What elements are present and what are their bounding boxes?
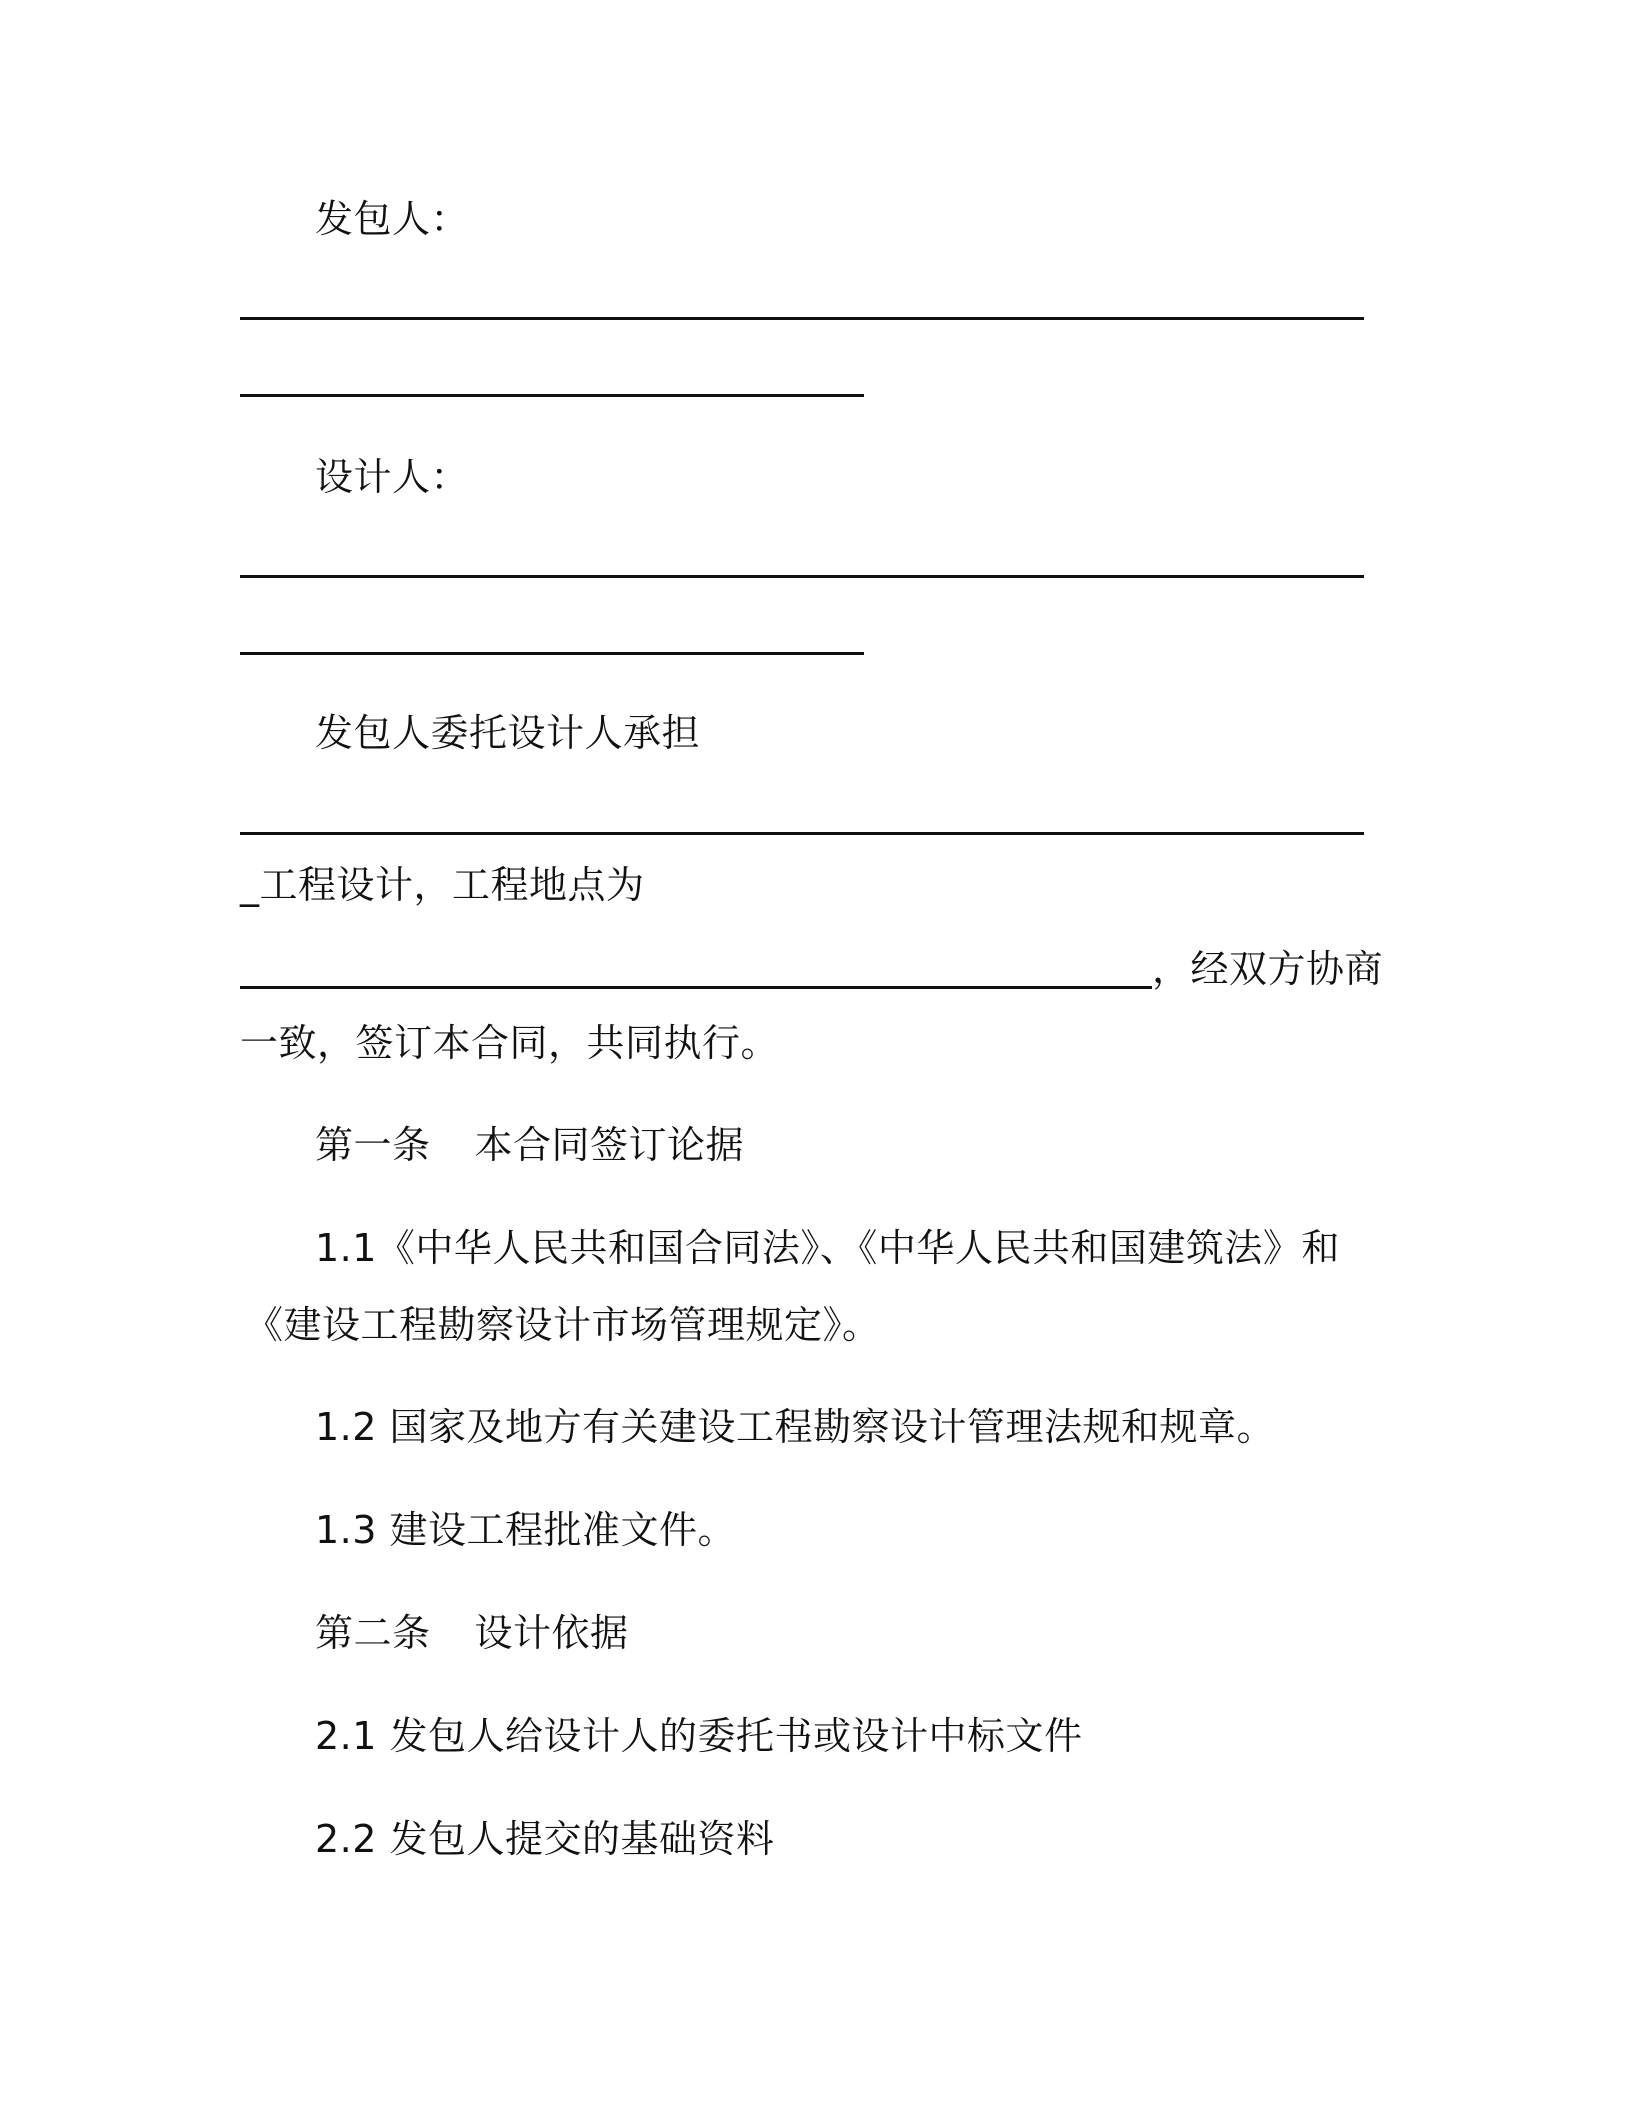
article-1-item-1-3: 1.3 建设工程批准文件。 [315,1508,737,1552]
designer-blank-line-2[interactable] [240,652,864,655]
employer-label: 发包人： [315,197,470,241]
employer-blank-line-2[interactable] [240,394,864,397]
article-2-title: 设计依据 [474,1611,629,1655]
article-2-heading [315,1608,629,1658]
article-2-item-2-1: 2.1 发包人给设计人的委托书或设计中标文件 [315,1714,1083,1758]
article-2-item-2-2: 2.2 发包人提交的基础资料 [315,1817,775,1861]
article-1-heading [315,1120,744,1170]
article-1-title: 本合同签订论据 [474,1123,745,1167]
designer-label: 设计人： [315,455,470,499]
agreement-text: 一致，签订本合同，共同执行。 [240,1021,780,1065]
commission-sentence: 发包人委托设计人承担 [315,711,701,755]
article-1-number: 第一条 [315,1123,431,1167]
article-1-item-1-1: 1.1《中华人民共和国合同法》、《中华人民共和国建筑法》和 [315,1226,1340,1270]
article-1-item-1-2: 1.2 国家及地方有关建设工程勘察设计管理法规和规章。 [315,1405,1276,1449]
negotiation-text: ，经双方协商 [1152,947,1384,991]
project-name-blank-line[interactable] [240,832,1364,835]
project-design-text: _工程设计，工程地点为 [240,863,645,907]
employer-blank-line-1[interactable] [240,317,1364,320]
article-2-number: 第二条 [315,1611,431,1655]
article-1-item-1-1-cont: 《建设工程勘察设计市场管理规定》。 [245,1303,881,1347]
project-location-blank-line[interactable] [240,986,1152,989]
designer-blank-line-1[interactable] [240,575,1364,578]
